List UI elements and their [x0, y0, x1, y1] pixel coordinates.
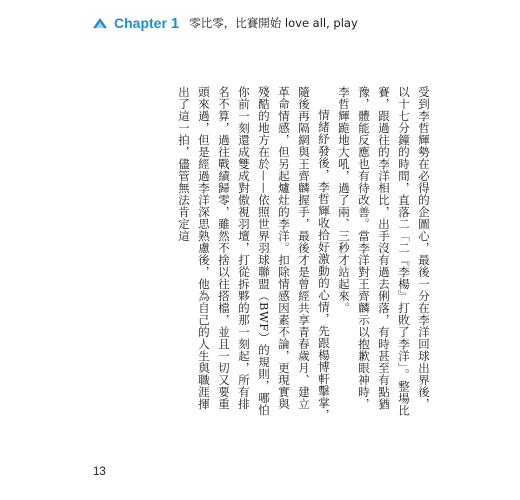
paragraph-2: 情緒紓發後，李哲輝收拾好激動的心情，先跟楊博軒擊掌，隨後再隔網與王齊麟握手，最後才是曾經共享青春歲月、建立革命情感，但另起爐灶的李洋。扣除情感因素不論，更現實與殘酷的地方在於——依照世界羽球聯盟（BWF）的規則，哪怕你前一刻還成雙成對傲視羽壇，打從拆夥的那一刻起，所有排名不算，過往戰績歸零，雖然不捨以往搭檔，並且一切又要重頭來過，但是經過李洋深思熟慮後，他為自己的人生與職涯揮出了這一拍，儘管無法肯定這 — [177, 86, 331, 421]
chapter-label: Chapter — [114, 15, 167, 31]
chapter-header — [92, 10, 358, 36]
chapter-number: 1 — [170, 14, 180, 32]
page-number: 13 — [93, 466, 106, 478]
body-text — [114, 86, 434, 421]
paragraph-1: 受到李哲輝勢在必得的企圖心，最後一分在李洋回球出界後，以十七分鐘的時間，直落二「二『李楊』打敗了李洋」。整場比賽，跟過往的李洋相比，出手沒有過去俐落，有時甚至有點猶豫，體能反應也有待改善。當李洋對王齊麟示以抱歉眼神時，李哲輝跪地大吼，過了兩、三秒才站起來。 — [337, 86, 431, 417]
chapter-leaf-icon — [92, 16, 108, 30]
chapter-title: 零比零，比賽開始 love all, play — [189, 16, 358, 30]
